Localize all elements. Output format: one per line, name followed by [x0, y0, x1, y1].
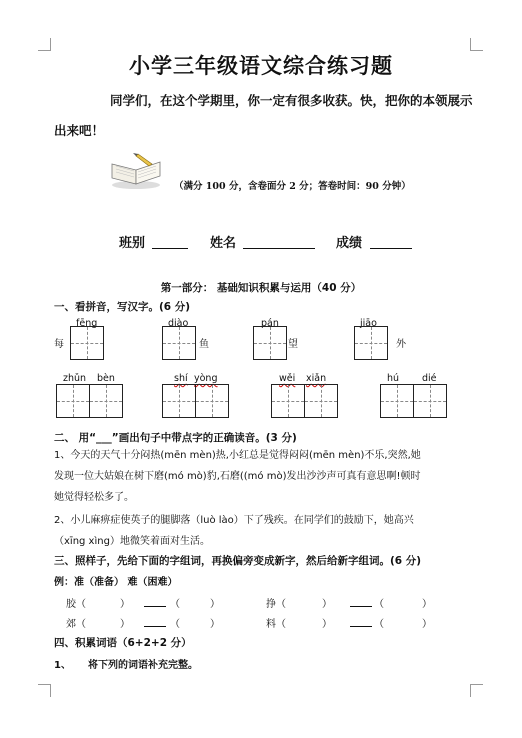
- q3-cell: ）: [322, 599, 332, 610]
- q3-cell: ）: [120, 599, 130, 610]
- q3-cell: （: [374, 619, 384, 630]
- q3-title: 三、照样子，先给下面的字组词，再换偏旁变成新字，然后给新字组词。(6 分): [54, 555, 422, 567]
- q3-cell: 料（: [266, 619, 286, 630]
- intro-text: 同学们，在这个学期里，你一定有很多收获。快，把你的本领展示出来吧！: [54, 93, 473, 138]
- q3-cell: （: [374, 599, 384, 610]
- writing-box[interactable]: [56, 384, 90, 418]
- q3-cell: ）: [422, 599, 432, 610]
- q3-cell: 挣（: [266, 599, 286, 610]
- writing-box[interactable]: [304, 384, 338, 418]
- q1-pinyin: wěi: [279, 373, 296, 384]
- q2-sentence-2: [54, 510, 484, 552]
- writing-box[interactable]: [253, 326, 287, 360]
- q3-cell: 郊（: [66, 619, 86, 630]
- q1-pinyin: diào: [168, 318, 189, 329]
- writing-box[interactable]: [70, 326, 104, 360]
- q2-line: 发现一位大姑娘在树下磨(mó mò)豹,石磨((mó mò)发出沙沙声可真有意思啊!顿时: [54, 471, 421, 482]
- writing-box[interactable]: [271, 384, 305, 418]
- q1-pinyin: dié: [422, 373, 437, 384]
- q1-pinyin: bèn: [97, 373, 115, 384]
- q1-suffix: 外: [396, 339, 406, 350]
- q1-pinyin: fēng: [76, 318, 98, 329]
- page-title: 小学三年级语文综合练习题: [129, 53, 393, 78]
- q4-sub1-text: 将下列的词语补充完整。: [88, 660, 198, 671]
- q4-title: 四、积累词语（6+2+2 分）: [54, 637, 192, 649]
- q1-pinyin: xiǎn: [306, 373, 327, 384]
- q4-sub1-number: 1、: [54, 660, 71, 671]
- corner-mark-bottom-right: [470, 684, 483, 697]
- q1-pinyin: hú: [387, 373, 400, 384]
- q3-blank[interactable]: [144, 626, 166, 627]
- class-blank: [152, 248, 188, 249]
- name-label: 姓名: [210, 236, 237, 251]
- writing-box[interactable]: [89, 384, 123, 418]
- q2-line: （xīng xìng）地微笑着面对生活。: [54, 536, 210, 547]
- q2-line: 1、今天的天气十分闷热(mēn mèn)热,小红总是觉得闷闷(mēn mèn)不乐,突然,她: [54, 450, 421, 461]
- q2-sentence-1: [54, 445, 484, 508]
- writing-box[interactable]: [354, 326, 388, 360]
- open-book-icon: [108, 150, 164, 190]
- writing-box[interactable]: [195, 384, 229, 418]
- q3-cell: ）: [422, 619, 432, 630]
- q3-example: 例：准（准备） 难（困难）: [54, 577, 178, 588]
- q3-blank[interactable]: [350, 606, 372, 607]
- q2-line: 2、小儿麻痹症使英子的腿脚落（luò lào）下了残疾。在同学们的鼓励下，她高兴: [54, 515, 414, 526]
- q1-pinyin: pán: [261, 318, 279, 329]
- q3-cell: 胶（: [66, 599, 86, 610]
- q3-cell: ）: [210, 619, 220, 630]
- name-blank: [243, 248, 315, 249]
- writing-box[interactable]: [413, 384, 447, 418]
- writing-box[interactable]: [162, 384, 196, 418]
- q1-prefix: 每: [54, 339, 64, 350]
- q3-cell: （: [170, 619, 180, 630]
- class-label: 班别: [119, 236, 146, 251]
- q1-pinyin: yòng: [194, 373, 218, 384]
- q3-cell: ）: [120, 619, 130, 630]
- q3-blank[interactable]: [144, 606, 166, 607]
- q3-cell: （: [170, 599, 180, 610]
- corner-mark-bottom-left: [38, 684, 51, 697]
- q2-line: 她觉得轻松多了。: [54, 492, 134, 503]
- q1-suffix: 望: [288, 339, 298, 350]
- q1-pinyin: shí: [174, 373, 188, 384]
- q3-cell: ）: [210, 599, 220, 610]
- score-label: 成绩: [336, 236, 363, 251]
- writing-box[interactable]: [380, 384, 414, 418]
- q1-pinyin: jiāo: [360, 318, 377, 329]
- writing-box[interactable]: [162, 326, 196, 360]
- q1-suffix: 鱼: [199, 339, 209, 350]
- score-blank: [370, 248, 412, 249]
- q2-title: 二、 用“___”画出句子中带点字的正确读音。(3 分): [54, 432, 297, 444]
- q3-cell: ）: [322, 619, 332, 630]
- score-info: （满分 100 分，含卷面分 2 分；答卷时间：90 分钟）: [174, 181, 411, 192]
- q1-pinyin: zhǔn: [63, 373, 87, 384]
- part1-title: 第一部分： 基础知识积累与运用（40 分）: [160, 282, 362, 294]
- q3-blank[interactable]: [350, 626, 372, 627]
- q1-title: 一、看拼音，写汉字。(6 分): [54, 301, 191, 313]
